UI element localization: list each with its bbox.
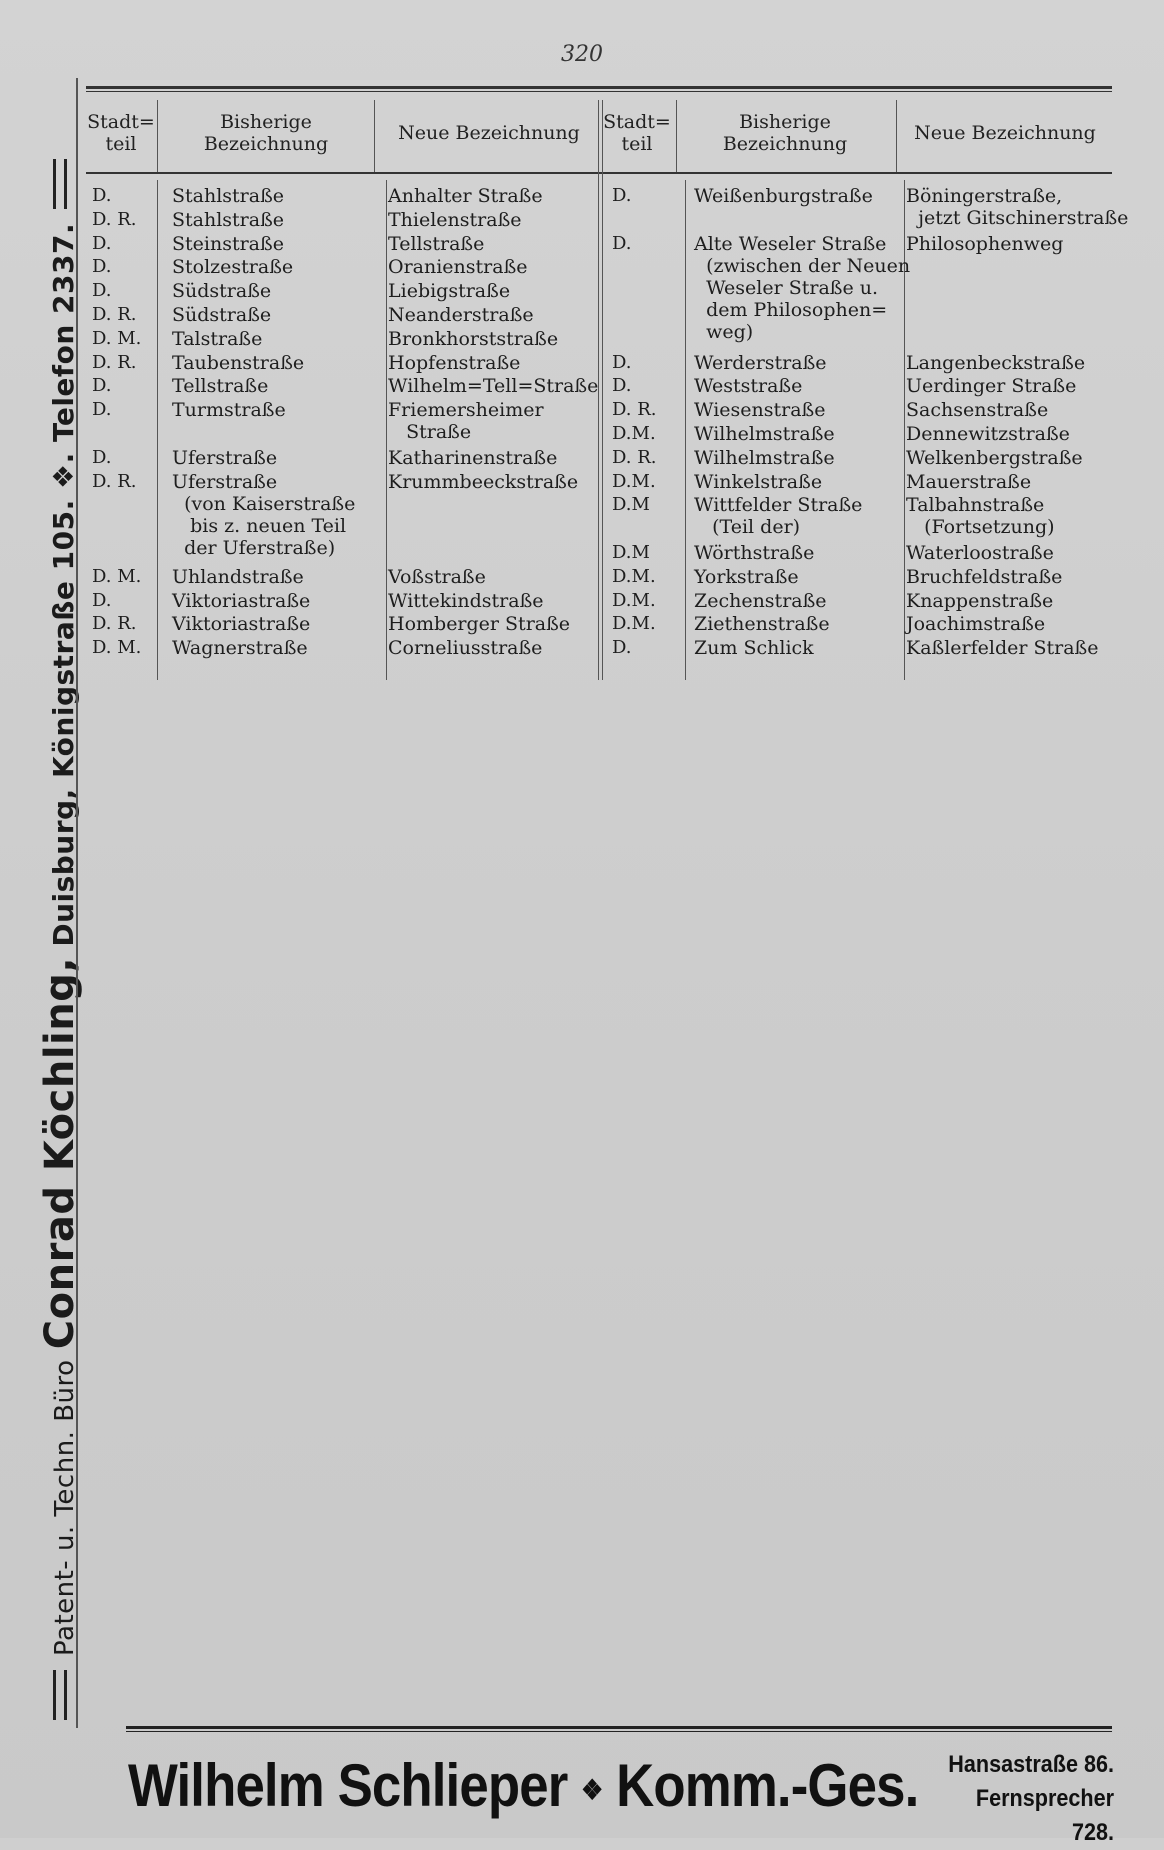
old-name-cell: Talstraße (172, 327, 263, 350)
col-rule (157, 100, 158, 172)
new-name-cell: Uerdinger Straße (906, 375, 1077, 398)
old-name-cell: Werderstraße (694, 351, 827, 374)
header-bisherige-right (676, 100, 894, 166)
header-stadtteil-right (600, 100, 674, 166)
ad-rule-left (53, 1670, 67, 1720)
stadtteil-cell: D. (92, 375, 112, 397)
bottom-ad-suffix: Komm.-Ges. (616, 1751, 919, 1819)
old-name-cell: Zum Schlick (694, 637, 814, 660)
header-bisherige-left (158, 100, 374, 166)
col-rule (374, 100, 375, 172)
new-name-cell: Mauerstraße (906, 470, 1032, 493)
new-name-cell: Tellstraße (388, 232, 485, 255)
stadtteil-cell: D. R. (92, 351, 137, 373)
new-name-cell: Anhalter Straße (388, 185, 543, 207)
old-name-cell: Uferstraße (von Kaiserstraße bis z. neuen Teil der Uferstraße) (172, 470, 356, 559)
stadtteil-cell: D.M (612, 494, 650, 516)
new-name-cell: Wilhelm=Tell=Straße (388, 375, 599, 398)
header-stadtteil-left (86, 100, 156, 166)
new-name-cell: Kaßlerfelder Straße (906, 637, 1099, 660)
new-name-cell: Hopfenstraße (388, 351, 521, 374)
old-name-cell: Winkelstraße (694, 470, 823, 493)
col-rule (676, 100, 677, 172)
bottom-ad-name-text: Wilhelm Schlieper (128, 1751, 568, 1819)
old-name-cell: Südstraße (172, 280, 272, 303)
side-ad-office: Patent- u. Techn. Büro (50, 1359, 80, 1656)
stadtteil-cell: D.M. (612, 423, 656, 444)
header-neue-right (898, 100, 1112, 166)
header-neue-label: Neue Bezeichnung (914, 122, 1096, 144)
new-name-cell: Talbahnstraße (Fortsetzung) (906, 494, 1055, 539)
stadtteil-cell: D. R. (92, 613, 137, 635)
header-bisherige-label: Bisherige Bezeichnung (203, 111, 329, 155)
new-name-cell: Dennewitzstraße (906, 423, 1070, 445)
old-name-cell: Wiesenstraße (694, 399, 826, 422)
stadtteil-cell: D.M. (612, 613, 656, 635)
table-top-rule (86, 86, 1112, 92)
stadtteil-cell: D. R. (612, 399, 657, 421)
new-name-cell: Krummbeeckstraße (388, 470, 579, 493)
header-neue-label: Neue Bezeichnung (398, 122, 580, 144)
bottom-advertisement (128, 1740, 1118, 1846)
bottom-ad-rule (126, 1726, 1112, 1732)
stadtteil-cell: D. (92, 280, 112, 302)
old-name-cell: Wittfelder Straße (Teil der) (694, 494, 863, 539)
new-name-cell: Welkenbergstraße (906, 446, 1083, 469)
stadtteil-cell: D. (92, 232, 112, 254)
old-name-cell: Tellstraße (172, 375, 269, 398)
new-name-cell: Wittekindstraße (388, 589, 544, 612)
stadtteil-cell: D. R. (92, 304, 137, 325)
diamond-icon: ❖ (47, 463, 80, 490)
new-name-cell: Homberger Straße (388, 613, 571, 636)
stadtteil-cell: D.M. (612, 470, 656, 492)
old-name-cell: Uferstraße (172, 446, 278, 469)
new-name-cell: Langenbeckstraße (906, 351, 1086, 374)
stadtteil-cell: D. (92, 399, 112, 421)
old-name-cell: Weißenburgstraße (694, 185, 873, 207)
stadtteil-cell: D. R. (92, 208, 137, 230)
old-name-cell: Stahlstraße (172, 208, 285, 231)
stadtteil-cell: D. (612, 351, 632, 373)
stadtteil-cell: D. (612, 637, 632, 659)
diamond-icon: ❖ (581, 1774, 603, 1806)
stadtteil-cell: D. (92, 589, 112, 611)
old-name-cell: Viktoriastraße (172, 613, 311, 636)
new-name-cell: Neanderstraße (388, 304, 534, 326)
old-name-cell: Alte Weseler Straße (zwischen der Neuen Weseler Straße u. dem Philosophen= weg) (694, 232, 911, 343)
side-ad-phone: . Telefon 2337. (47, 222, 80, 464)
new-name-cell: Thielenstraße (388, 208, 522, 231)
bottom-ad-company (128, 1751, 918, 1820)
stadtteil-cell: D. (92, 446, 112, 468)
old-name-cell: Weststraße (694, 375, 803, 398)
new-name-cell: Liebigstraße (388, 280, 511, 303)
side-ad-company: Conrad Köchling, (37, 956, 83, 1350)
old-name-cell: Taubenstraße (172, 351, 305, 374)
old-name-cell: Südstraße (172, 304, 272, 326)
stadtteil-cell: D. (612, 185, 632, 206)
new-name-cell: Oranienstraße (388, 256, 528, 279)
col-rule (157, 180, 158, 680)
side-ad-address: Duisburg, Königstraße 105. (47, 499, 80, 947)
bottom-ad-street: Hansastraße 86. (948, 1751, 1114, 1778)
old-name-cell: Turmstraße (172, 399, 286, 422)
page-number: 320 (561, 42, 603, 67)
new-name-cell: Voßstraße (388, 565, 486, 588)
stadtteil-cell: D. (92, 185, 112, 206)
new-name-cell: Corneliusstraße (388, 637, 543, 660)
new-name-cell: Joachimstraße (906, 613, 1046, 636)
old-name-cell: Uhlandstraße (172, 565, 304, 588)
old-name-cell: Viktoriastraße (172, 589, 311, 612)
new-name-cell: Sachsenstraße (906, 399, 1049, 422)
stadtteil-cell: D.M. (612, 565, 656, 587)
stadtteil-cell: D.M. (612, 589, 656, 611)
new-name-cell: Knappenstraße (906, 589, 1054, 612)
new-name-cell: Bruchfeldstraße (906, 565, 1063, 588)
new-name-cell: Waterloostraße (906, 542, 1054, 564)
old-name-cell: Wilhelmstraße (694, 446, 835, 469)
stadtteil-cell: D. (92, 256, 112, 278)
col-rule (896, 100, 897, 172)
old-name-cell: Yorkstraße (694, 565, 799, 588)
old-name-cell: Steinstraße (172, 232, 284, 255)
header-stadtteil-label: Stadt= teil (87, 111, 155, 155)
stadtteil-cell: D. (612, 375, 632, 397)
new-name-cell: Friemersheimer Straße (388, 399, 544, 444)
stadtteil-cell: D. M. (92, 637, 142, 659)
margin-divider (76, 78, 78, 1728)
new-name-cell: Katharinenstraße (388, 446, 558, 469)
stadtteil-cell: D. M. (92, 327, 142, 349)
table-header-rule (86, 172, 1112, 174)
old-name-cell: Wilhelmstraße (694, 423, 835, 445)
stadtteil-cell: D. R. (92, 470, 137, 492)
stadtteil-cell: D. (612, 232, 632, 254)
old-name-cell: Stahlstraße (172, 185, 285, 207)
old-name-cell: Wagnerstraße (172, 637, 308, 660)
stadtteil-cell: D.M (612, 542, 650, 563)
old-name-cell: Zechenstraße (694, 589, 827, 612)
old-name-cell: Wörthstraße (694, 542, 815, 564)
header-neue-left (376, 100, 602, 166)
header-stadtteil-label: Stadt= teil (603, 111, 671, 155)
ad-rule-right (53, 159, 67, 209)
new-name-cell: Philosophenweg (906, 232, 1064, 255)
old-name-cell: Ziethenstraße (694, 613, 830, 636)
stadtteil-cell: D. R. (612, 446, 657, 468)
bottom-ad-address (943, 1748, 1114, 1850)
new-name-cell: Bronkhorststraße (388, 327, 559, 350)
header-bisherige-label: Bisherige Bezeichnung (722, 111, 848, 155)
col-rule-center (602, 100, 603, 680)
col-rule (386, 180, 387, 680)
old-name-cell: Stolzestraße (172, 256, 294, 279)
bottom-ad-phone: Fernsprecher 728. (975, 1785, 1114, 1846)
stadtteil-cell: D. M. (92, 565, 142, 587)
new-name-cell: Böningerstraße, jetzt Gitschinerstraße (906, 185, 1129, 229)
col-rule (685, 180, 686, 680)
